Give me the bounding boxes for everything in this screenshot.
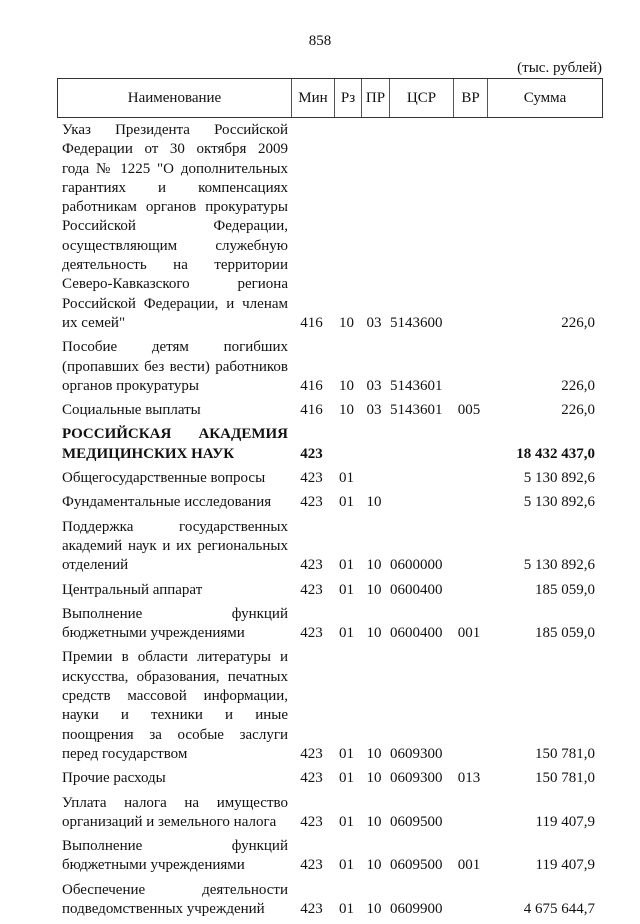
row-name-line: осуществляющим служебную	[62, 237, 288, 254]
header-sum: Сумма	[487, 79, 602, 117]
row-name-line: Обеспечение деятельности	[62, 881, 288, 898]
row-name-line: бюджетными учреждениями	[62, 857, 245, 874]
cell-sum: 185 059,0	[535, 625, 595, 642]
table-row	[57, 794, 603, 833]
row-name-line: Прочие расходы	[62, 770, 166, 787]
row-name	[57, 121, 288, 333]
cell-pr: 10	[366, 770, 382, 787]
row-name-line: Премии в области литературы и	[62, 649, 288, 666]
row-name-line: МЕДИЦИНСКИХ НАУК	[62, 445, 235, 462]
row-name-line: организаций и земельного налога	[62, 813, 277, 830]
cell-pr: 10	[366, 813, 382, 830]
cell-csr: 0600400	[390, 581, 443, 598]
row-name-line: поощрения за особые заслуги	[62, 726, 288, 743]
row-name-line: Выполнение функций	[62, 838, 288, 855]
cell-pr: 03	[366, 402, 382, 419]
table-row	[57, 648, 603, 764]
cell-rz: 01	[339, 857, 354, 874]
table-row	[57, 401, 603, 420]
row-name	[57, 605, 288, 644]
row-name	[57, 518, 288, 576]
cell-sum: 5 130 892,6	[523, 494, 595, 511]
cell-min: 423	[300, 445, 323, 462]
cell-csr: 5143600	[390, 314, 443, 331]
cell-sum: 4 675 644,7	[523, 900, 595, 917]
cell-sum: 5 130 892,6	[523, 557, 595, 574]
table-row	[57, 605, 603, 644]
cell-sum: 150 781,0	[535, 770, 595, 787]
row-name	[57, 338, 288, 396]
cell-pr: 10	[366, 625, 382, 642]
table-row	[57, 518, 603, 576]
cell-pr: 10	[366, 494, 382, 511]
cell-csr: 0600400	[390, 625, 443, 642]
row-name-line: года № 1225 "О дополнительных	[62, 160, 288, 177]
cell-vr: 013	[457, 770, 481, 787]
row-name-line: отделений	[62, 557, 129, 574]
cell-sum: 226,0	[561, 402, 595, 419]
cell-pr: 03	[366, 314, 382, 331]
cell-csr: 0609500	[390, 813, 443, 830]
row-name-line: академий наук и их региональных	[62, 537, 288, 554]
row-name-line: Федерации от 30 октября 2009	[62, 141, 288, 158]
row-name-line: Центральный аппарат	[62, 581, 203, 598]
row-name-line: Уплата налога на имущество	[62, 794, 288, 811]
row-name-line: (пропавших без вести) работников	[62, 358, 288, 375]
cell-rz: 10	[339, 377, 354, 394]
row-name-line: их семей"	[62, 314, 126, 331]
table-body	[57, 121, 603, 924]
cell-min: 423	[300, 557, 323, 574]
row-name-line: Российской Федерации, и членам	[62, 295, 288, 312]
cell-rz: 01	[339, 625, 354, 642]
row-name-line: гарантиях и компенсациях	[62, 179, 288, 196]
table-row	[57, 469, 603, 488]
row-name-line: бюджетными учреждениями	[62, 625, 245, 642]
row-name	[57, 837, 288, 876]
cell-min: 423	[300, 857, 323, 874]
row-name	[57, 881, 288, 920]
cell-sum: 119 407,9	[535, 813, 595, 830]
cell-sum: 18 432 437,0	[516, 445, 595, 462]
row-name	[57, 469, 288, 488]
cell-rz: 01	[339, 770, 354, 787]
table-row	[57, 338, 603, 396]
cell-vr: 005	[457, 402, 481, 419]
row-name-line: науки и техники и иные	[62, 707, 288, 724]
row-name-line: искусства, образования, печатных	[62, 668, 288, 685]
table-row	[57, 881, 603, 920]
cell-rz: 01	[339, 900, 354, 917]
cell-csr: 5143601	[390, 402, 443, 419]
cell-min: 423	[300, 900, 323, 917]
row-name-line: деятельность на территории	[62, 257, 288, 274]
cell-min: 416	[300, 402, 323, 419]
cell-min: 423	[300, 745, 323, 762]
cell-sum: 5 130 892,6	[523, 470, 595, 487]
cell-csr: 0600000	[390, 557, 443, 574]
row-name-line: перед государством	[62, 745, 188, 762]
cell-rz: 01	[339, 470, 354, 487]
row-name-line: средств массовой информации,	[62, 688, 288, 705]
header-csr: ЦСР	[389, 79, 453, 117]
cell-min: 423	[300, 494, 323, 511]
cell-pr: 10	[366, 900, 382, 917]
cell-min: 423	[300, 470, 323, 487]
cell-pr: 10	[366, 581, 382, 598]
header-min: Мин	[291, 79, 334, 117]
cell-csr: 0609300	[390, 745, 443, 762]
cell-sum: 226,0	[561, 377, 595, 394]
header-pr: ПР	[361, 79, 389, 117]
header-name: Наименование	[127, 89, 222, 106]
cell-pr: 03	[366, 377, 382, 394]
cell-pr: 10	[366, 745, 382, 762]
page-number: 858	[308, 33, 332, 49]
table-row	[57, 837, 603, 876]
cell-pr: 10	[366, 557, 382, 574]
table-row	[57, 493, 603, 512]
cell-rz: 01	[339, 745, 354, 762]
row-name	[57, 648, 288, 764]
cell-csr: 0609500	[390, 857, 443, 874]
table-row	[57, 581, 603, 600]
row-name-line: Выполнение функций	[62, 605, 288, 622]
cell-min: 416	[300, 314, 323, 331]
cell-min: 423	[300, 581, 323, 598]
table-row	[57, 121, 603, 333]
cell-rz: 01	[339, 494, 354, 511]
cell-vr: 001	[457, 857, 481, 874]
row-name-line: работникам органов прокуратуры	[62, 199, 288, 216]
row-name-line: органов прокуратуры	[62, 377, 199, 394]
row-name-line: Общегосударственные вопросы	[62, 470, 266, 487]
row-name-line: Указ Президента Российской	[62, 122, 288, 138]
units-label: (тыс. рублей)	[517, 60, 602, 76]
header-vr: ВР	[453, 79, 487, 117]
row-name	[57, 425, 288, 464]
row-name-line: Российской Федерации,	[62, 218, 288, 235]
row-name-line: Фундаментальные исследования	[62, 494, 272, 511]
cell-vr: 001	[457, 625, 481, 642]
row-name-line: Поддержка государственных	[62, 518, 288, 535]
cell-csr: 5143601	[390, 377, 443, 394]
row-name	[57, 769, 288, 788]
cell-pr: 10	[366, 857, 382, 874]
cell-rz: 10	[339, 402, 354, 419]
cell-sum: 119 407,9	[535, 857, 595, 874]
row-name	[57, 493, 288, 512]
cell-rz: 01	[339, 813, 354, 830]
cell-sum: 226,0	[561, 314, 595, 331]
cell-min: 423	[300, 770, 323, 787]
header-rz: Рз	[334, 79, 361, 117]
table-header	[57, 78, 603, 118]
row-name-line: Пособие детям погибших	[62, 339, 288, 356]
row-name-line: Северо-Кавказского региона	[62, 276, 288, 293]
row-name	[57, 581, 288, 600]
cell-rz: 10	[339, 314, 354, 331]
row-name-line: подведомственных учреждений	[62, 900, 265, 917]
cell-min: 423	[300, 813, 323, 830]
cell-sum: 185 059,0	[535, 581, 595, 598]
cell-min: 416	[300, 377, 323, 394]
cell-min: 423	[300, 625, 323, 642]
row-name	[57, 401, 288, 420]
row-name-line: Социальные выплаты	[62, 402, 201, 419]
cell-csr: 0609900	[390, 900, 443, 917]
cell-sum: 150 781,0	[535, 745, 595, 762]
cell-csr: 0609300	[390, 770, 443, 787]
table-row	[57, 425, 603, 464]
table-row	[57, 769, 603, 788]
cell-rz: 01	[339, 581, 354, 598]
cell-rz: 01	[339, 557, 354, 574]
row-name-line: РОССИЙСКАЯ АКАДЕМИЯ	[62, 426, 288, 443]
row-name	[57, 794, 288, 833]
